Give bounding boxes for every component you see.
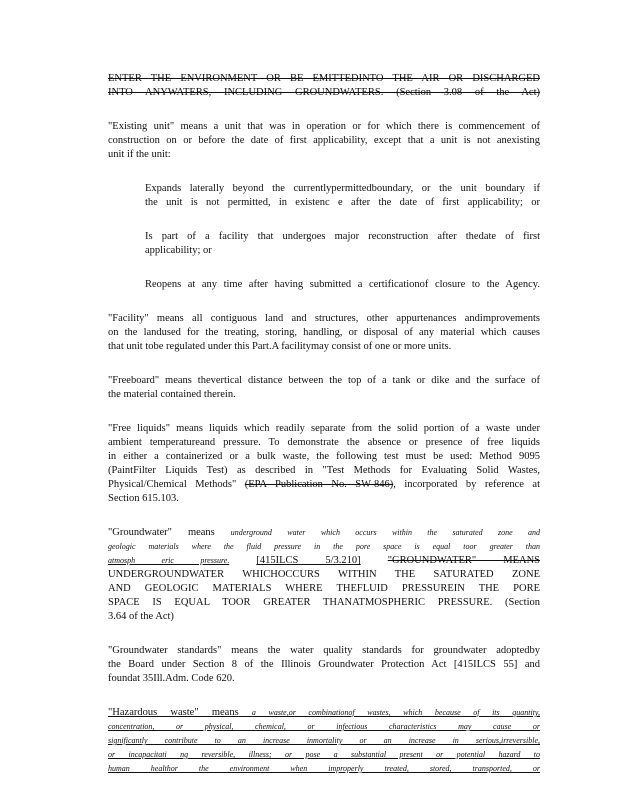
italic-text: a waste,or combinationof wastes, which because of its quantity, bbox=[251, 708, 541, 717]
text-line: significantly contribute to an increase inmortality or an increase in serious,irreversible, bbox=[108, 736, 540, 745]
text-line: foundat 35Ill.Adm. Code 620. bbox=[108, 673, 235, 684]
sub-item-reopens bbox=[108, 278, 540, 292]
text-line: that unit tobe regulated under this Part.A facilitymay consist of one or more units. bbox=[108, 341, 452, 352]
text-line: UNDERGROUNDWATER WHICHOCCURS WITHIN THE SATURATED ZONE bbox=[108, 569, 540, 580]
text-line: Expands laterally beyond the currentlypermittedboundary, or the unit boundary if bbox=[145, 183, 540, 194]
citation: [415ILCS 5/3.210] bbox=[256, 555, 361, 566]
italic-text: atmosph eric pressure. bbox=[108, 556, 230, 565]
text-line: or incapacitati ng reversible, illness; or pose a substantial present or potential hazard to bbox=[108, 750, 540, 759]
text-line: the material contained therein. bbox=[108, 389, 236, 400]
text-line: the Board under Section 8 of the Illinois Groundwater Protection Act [415ILCS 55] and bbox=[108, 659, 540, 670]
text-line bbox=[108, 706, 540, 720]
groundwater-definition bbox=[108, 526, 540, 624]
text-span: "Hazardous waste" means bbox=[108, 707, 239, 718]
deleted-text: (EPA Publication No. SW-846) bbox=[244, 479, 394, 490]
italic-text: underground water which occurs within the saturated zone and bbox=[230, 528, 540, 537]
text-line: unit if the unit: bbox=[108, 149, 171, 160]
text-line: in either a containerized or a bulk waste, the following test must be used: Method 9095 bbox=[108, 451, 540, 462]
text-line: (PaintFilter Liquids Test) as described in "Test Methods for Evaluating Solid Wastes, bbox=[108, 465, 540, 476]
text-line: Is part of a facility that undergoes major reconstruction after thedate of first bbox=[145, 231, 540, 242]
text-line: SPACE IS EQUAL TOOR GREATER THANATMOSPHERIC PRESSURE. (Section bbox=[108, 597, 540, 608]
text-line: "Free liquids" means liquids which readily separate from the solid portion of a waste under bbox=[108, 423, 540, 434]
text-line bbox=[108, 478, 540, 492]
hazardous-waste-definition bbox=[108, 706, 540, 776]
text-line bbox=[108, 526, 540, 540]
text-line: AND GEOLOGIC MATERIALS WHERE THEFLUID PRESSUREIN THE PORE bbox=[108, 583, 540, 594]
text-line: "Groundwater standards" means the water quality standards for groundwater adoptedby bbox=[108, 645, 540, 656]
text-span: , incorporated by reference at bbox=[393, 479, 540, 490]
text-line: on the landused for the treating, storing, handling, or disposal of any material which causes bbox=[108, 327, 540, 338]
header-block bbox=[108, 72, 540, 100]
document-page bbox=[108, 72, 540, 786]
sub-item-reconstruction bbox=[108, 230, 540, 258]
text-line: "Existing unit" means a unit that was in operation or for which there is commencement of bbox=[108, 121, 540, 132]
text-line: concentration, or physical, chemical, or infectious characteristics may cause or bbox=[108, 722, 540, 731]
text-span: Physical/Chemical Methods" bbox=[108, 479, 237, 490]
text-span: "Groundwater" means bbox=[108, 527, 215, 538]
sub-item-expands bbox=[108, 182, 540, 210]
text-line: "Facility" means all contiguous land and structures, other appurtenances andimprovements bbox=[108, 313, 540, 324]
freeboard-definition bbox=[108, 374, 540, 402]
text-line: geologic materials where the fluid pressure in the pore space is equal toor greater than bbox=[108, 542, 540, 551]
text-line: construction on or before the date of first applicability, except that a unit is not anexisting bbox=[108, 135, 540, 146]
text-line: ambient temperatureand pressure. To demonstrate the absence or presence of free liquids bbox=[108, 437, 540, 448]
header-line: ENTER THE ENVIRONMENT OR BE EMITTEDINTO THE AIR OR DISCHARGED bbox=[108, 73, 540, 84]
text-line: human healthor the environment when improperly treated, stored, transported, or bbox=[108, 764, 540, 773]
header-line: INTO ANYWATERS, INCLUDING GROUNDWATERS. (Section 3.08 of the Act) bbox=[108, 87, 540, 98]
facility-definition bbox=[108, 312, 540, 354]
deleted-text: "GROUNDWATER" MEANS bbox=[387, 555, 540, 566]
free-liquids-definition bbox=[108, 422, 540, 506]
groundwater-standards-definition bbox=[108, 644, 540, 686]
text-line: applicability; or bbox=[145, 245, 212, 256]
text-line: Reopens at any time after having submitted a certificationof closure to the Agency. bbox=[145, 279, 540, 290]
text-line: Section 615.103. bbox=[108, 493, 179, 504]
text-line: the unit is not permitted, in existenc e after the date of first applicability; or bbox=[145, 197, 540, 208]
text-line bbox=[108, 554, 540, 568]
text-line: 3.64 of the Act) bbox=[108, 611, 174, 622]
existing-unit-definition bbox=[108, 120, 540, 162]
text-line: "Freeboard" means thevertical distance between the top of a tank or dike and the surface of bbox=[108, 375, 540, 386]
